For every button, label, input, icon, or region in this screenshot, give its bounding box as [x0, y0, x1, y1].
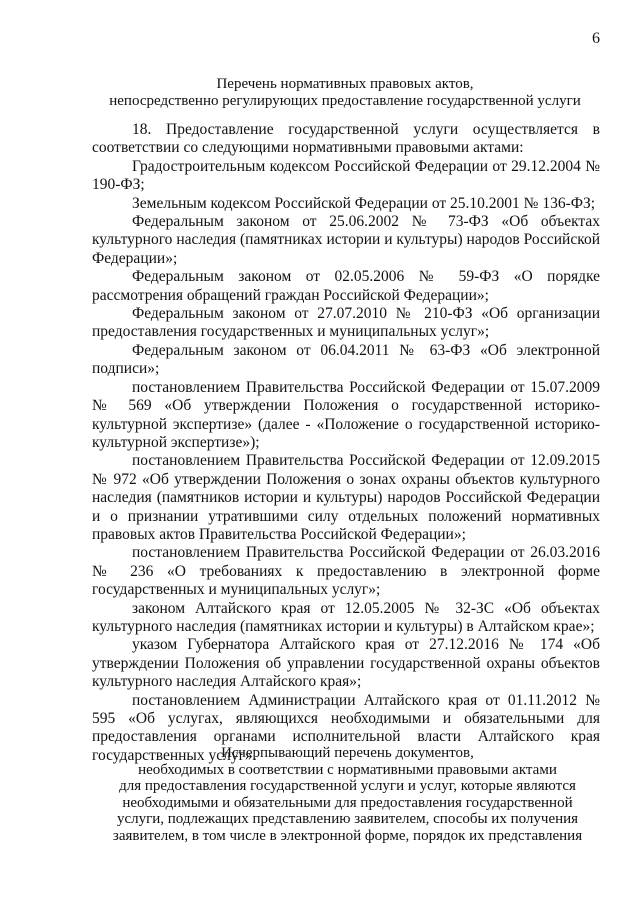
- documents-heading-line: необходимых в соответствии с нормативными правовыми актами: [138, 761, 557, 778]
- section-heading: [90, 76, 600, 110]
- paragraph: Федеральным законом от 27.07.2010 № 210-ФЗ «Об организации предоставления государственных и муниципальных услуг»;: [92, 305, 600, 341]
- legal-acts-list: [92, 121, 600, 765]
- paragraph: постановлением Правительства Российской Федерации от 15.07.2009 № 569 «Об утверждении Положения о государственной историко-культурной экспертизе» (далее - «Положение о государственной историко-культурной экспертизе»);: [92, 378, 600, 451]
- paragraph: постановлением Правительства Российской Федерации от 26.03.2016 № 236 «О требованиях к предоставлению в электронной форме государственных и муниципальных услуг»;: [92, 544, 600, 599]
- documents-heading: [95, 745, 600, 845]
- paragraph: Градостроительным кодексом Российской Федерации от 29.12.2004 № 190-ФЗ;: [92, 157, 600, 194]
- paragraph: 18. Предоставление государственной услуги осуществляется в соответствии со следующими нормативными правовыми актами:: [92, 121, 600, 157]
- paragraph: Федеральным законом от 25.06.2002 № 73-ФЗ «Об объектах культурного наследия (памятниках истории и культуры) народов Российской Федерации»;: [92, 213, 600, 267]
- documents-heading-line: услуги, подлежащих представлению заявителем, способы их получения: [116, 811, 579, 828]
- paragraph: законом Алтайского края от 12.05.2005 № 32-ЗС «Об объектах культурного наследия (памятниках истории и культуры) в Алтайском крае»;: [92, 599, 600, 635]
- paragraph: Федеральным законом от 02.05.2006 № 59-ФЗ «О порядке рассмотрения обращений граждан Российской Федерации»;: [92, 268, 600, 304]
- documents-heading-line: Исчерпывающий перечень документов,: [221, 745, 474, 761]
- section-heading-line: Перечень нормативных правовых актов,: [216, 76, 474, 92]
- section-heading-line: непосредственно регулирующих предоставление государственной услуги: [109, 93, 581, 109]
- documents-heading-line: заявителем, в том числе в электронной форме, порядок их представления: [112, 827, 583, 844]
- paragraph: постановлением Администрации Алтайского края от 01.11.2012 № 595 «Об услугах, являющихся необходимыми и обязательными для предоставления органами исполнительной власти Алтайского края государственных услуг».: [92, 691, 600, 764]
- paragraph: Федеральным законом от 06.04.2011 № 63-ФЗ «Об электронной подписи»;: [92, 341, 600, 378]
- documents-heading-line: для предоставления государственной услуги и услуг, которые являются: [119, 778, 576, 795]
- page-number: 6: [592, 30, 600, 47]
- paragraph: Земельным кодексом Российской Федерации от 25.10.2001 № 136-ФЗ;: [132, 194, 596, 212]
- paragraph: постановлением Правительства Российской Федерации от 12.09.2015 № 972 «Об утверждении Положения о зонах охраны объектов культурного наследия (памятников истории и культуры) народов Российской Федерации и о признании утратившими силу отдельных положений нормативных правовых актов Правительства Российской Федерации»;: [92, 452, 600, 543]
- paragraph: указом Губернатора Алтайского края от 27.12.2016 № 174 «Об утверждении Положения об управлении государственной охраны объектов культурного наследия Алтайского края»;: [92, 636, 600, 691]
- documents-heading-line: необходимыми и обязательными для предоставления государственной: [122, 794, 573, 811]
